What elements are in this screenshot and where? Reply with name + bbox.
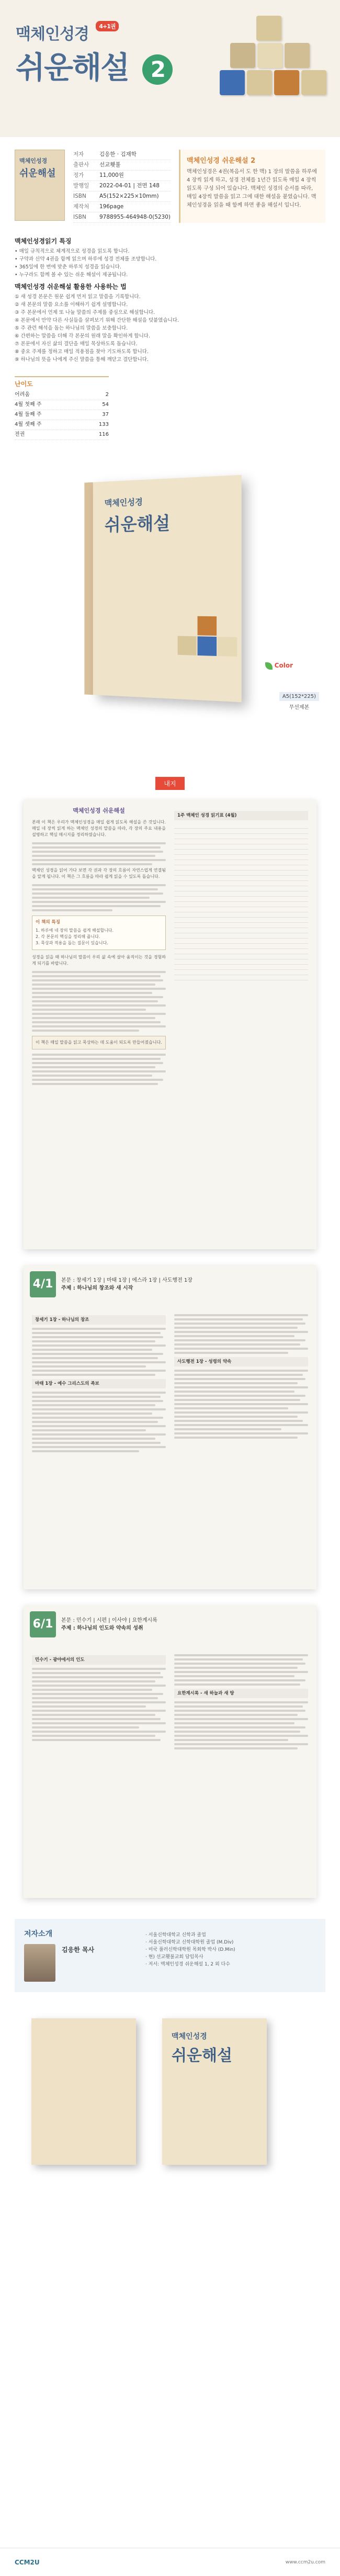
decorative-blocks: [220, 16, 319, 120]
binding-text: 무선제본: [289, 705, 310, 710]
meta-row: [73, 191, 171, 202]
block-icon: [198, 616, 217, 636]
book-info: [0, 137, 340, 228]
block-icon: [218, 637, 237, 657]
day-theme: 주제 : 하나님의 창조와 새 시작: [61, 1285, 133, 1291]
bio-line: · 서울신학대학교 신학대학원 졸업 (M.Div): [145, 1940, 234, 1945]
inner-spread-2: [24, 1265, 316, 1589]
text-lines: [32, 842, 166, 865]
difficulty-row: [15, 410, 109, 420]
table-row: [174, 834, 308, 839]
meta-table: [73, 150, 171, 223]
day-header: [24, 1265, 316, 1304]
quote-note-box: [32, 1036, 166, 1049]
cover-thumb-subtitle: 쉬운해설: [19, 168, 56, 179]
meta-key: ISBN: [73, 214, 86, 220]
feature-item: • 구약과 신약 4권을 함께 읽으며 하루에 성경 전체를 조망합니다.: [15, 256, 157, 262]
difficulty-key: 전권: [15, 432, 25, 437]
meta-key: 저자: [73, 151, 84, 157]
book-front: [93, 475, 242, 703]
meta-row: [73, 181, 171, 191]
ribbon-label: 내지: [155, 777, 184, 790]
inner-spread-1: [24, 799, 316, 1249]
passage-bar: 요한계시록 - 새 하늘과 새 땅: [174, 1689, 308, 1698]
block-icon: [198, 636, 217, 656]
table-row: [174, 881, 308, 886]
author-photo: [24, 1944, 55, 1982]
meta-value: A5(152×225×10mm): [99, 193, 159, 199]
feature-item: • 매일 규칙적으로 체계적으로 성경을 읽도록 합니다.: [15, 248, 130, 254]
intro-box: [179, 150, 325, 223]
block-icon: [257, 43, 282, 68]
quote-note-text: 이 책은 매일 말씀을 읽고 묵상하는 데 도움이 되도록 만들어졌습니다.: [36, 1040, 162, 1045]
reading-table-header: 1주 맥체인 성경 읽기표 (4월): [174, 811, 308, 820]
inner-paragraph: 본래 이 책은 우리가 맥체인성경을 매일 쉽게 읽도록 해설을 쓴 것입니다. 매일 네 장씩 읽게 하는 맥체인 성경의 말씀을 따라, 각 장의 주요 내용을 설명하고 핵심 메시지를 정리하였습니다.: [32, 820, 166, 837]
day-header-text: [61, 1276, 192, 1292]
text-lines: [174, 1314, 308, 1354]
spread-right-page: [174, 1312, 308, 1441]
table-row: [174, 954, 308, 959]
table-row: [174, 850, 308, 855]
passage-bar: 마태 1장 - 예수 그리스도의 족보: [32, 1379, 166, 1388]
meta-row: [73, 212, 171, 223]
cover-thumbnail: [15, 150, 65, 221]
text-lines: [174, 1370, 308, 1439]
inner-spread-3: [24, 1605, 316, 1898]
table-row: [174, 939, 308, 944]
usage-item: ④ 본문에서 만약 다른 사실들을 살펴보기 위해 간단한 해설을 덧붙였습니다.: [15, 318, 179, 323]
meta-value: 김응한 · 김재학: [99, 151, 137, 157]
spread-right-page: [174, 808, 308, 980]
color-logo-text: Color: [274, 662, 293, 669]
front-cover-title: 맥체인성경: [172, 2032, 207, 2041]
block-icon: [230, 43, 255, 68]
meta-key: ISBN: [73, 193, 86, 199]
usage-item: ⑧ 중요 주제를 정하고 매일 적용점을 찾아 기도하도록 합니다.: [15, 349, 149, 355]
bio-line: · 저서: 맥체인성경 쉬운해설 1, 2 외 다수: [145, 1962, 230, 1967]
text-lines: [174, 1654, 308, 1686]
table-row: [174, 933, 308, 939]
section-ribbon: [0, 777, 340, 790]
table-row: [174, 897, 308, 902]
text-lines: [32, 971, 166, 1032]
author-section: [15, 1919, 325, 1992]
bio-line: · 서울신학대학교 신학과 졸업: [145, 1933, 206, 1938]
table-row: [174, 839, 308, 844]
table-row: [174, 823, 308, 829]
reading-table: [174, 823, 308, 980]
usage-item: ⑦ 본문에서 자신 삶의 결단을 매일 묵상하도록 돕습니다.: [15, 341, 138, 347]
table-row: [174, 912, 308, 918]
block-icon: [301, 70, 326, 95]
inner-title: 맥체인성경 쉬운해설: [73, 807, 125, 814]
text-lines: [32, 1668, 166, 1741]
usage-item: ② 새 본문의 말씀 요소를 이해하기 쉽게 설명합니다.: [15, 302, 128, 308]
meta-row: [73, 202, 171, 212]
book-cover-subtitle: 쉬운해설: [104, 513, 171, 536]
table-row: [174, 907, 308, 912]
meta-value: 선교횃불: [99, 162, 121, 168]
features-list: [15, 247, 325, 279]
book-showcase: [0, 447, 340, 761]
author-bio: [145, 1931, 323, 1968]
hero-subtitle: [16, 21, 119, 44]
text-lines: [32, 1054, 166, 1085]
difficulty-key: 4월 셋째 주: [15, 422, 42, 427]
table-row: [174, 860, 308, 865]
table-row: [174, 876, 308, 881]
table-row: [174, 965, 308, 970]
front-cover: [162, 2018, 267, 2165]
spread-left-page: [32, 1312, 166, 1454]
hero-banner: [0, 0, 340, 137]
difficulty-value: 116: [98, 432, 109, 437]
passage-bar: 사도행전 1장 - 성령의 약속: [174, 1357, 308, 1366]
note-item: 1. 하루에 네 장의 말씀을 쉽게 해설합니다.: [36, 928, 114, 933]
table-row: [174, 975, 308, 980]
usage-item: ⑤ 주 관련 해석을 돕는 하나님의 말씀을 보충합니다.: [15, 325, 128, 331]
usage-item: ⑨ 하나님의 뜻을 나에게 주신 말씀을 통해 깨닫고 결단합니다.: [15, 357, 149, 363]
difficulty-table: [15, 376, 109, 440]
inner-paragraph: 성경을 읽을 때 하나님의 말씀이 우리 삶 속에 살아 움직이는 것을 경험하게 되기를 바랍니다.: [32, 955, 166, 966]
day-theme: 주제 : 하나님의 인도와 약속의 성취: [61, 1625, 143, 1631]
day-passages: 본문 : 창세기 1장 | 마태 1장 | 에스라 1장 | 사도행전 1장: [61, 1278, 192, 1283]
features-title: 맥체인성경읽기 특징: [15, 238, 72, 245]
text-lines: [32, 1328, 166, 1376]
hero-title: [16, 43, 173, 87]
usage-item: ⑥ 간편하는 말씀을 더해 각 본문의 원래 말을 확인하게 합니다.: [15, 333, 150, 339]
table-row: [174, 923, 308, 928]
note-box-title: 이 책의 특징: [36, 920, 60, 925]
usage-item: ① 새 성경 본문은 원문 쉽게 먼저 읽고 말씀을 기록합니다.: [15, 294, 141, 300]
author-name: 김응한 목사: [62, 1946, 95, 1953]
meta-value: 9788955-464948-0(5230): [99, 214, 171, 220]
meta-row: [73, 150, 171, 160]
table-row: [174, 891, 308, 897]
book-cover: [93, 475, 242, 703]
text-lines: [174, 1701, 308, 1749]
spread-left-page: [32, 808, 166, 1087]
table-row: [174, 949, 308, 954]
table-row: [174, 944, 308, 949]
spread-right-page: [174, 1652, 308, 1752]
footer-url[interactable]: www.ccm2u.com: [285, 2559, 325, 2565]
day-tag: 4/1: [30, 1271, 56, 1297]
edition-tag: 4+1권: [96, 21, 118, 31]
passage-bar: 민수기 - 광야에서의 인도: [32, 1655, 166, 1665]
spread-left-page: [32, 1652, 166, 1743]
meta-key: 정가: [73, 172, 84, 178]
block-icon: [256, 16, 281, 41]
meta-key: 제작처: [73, 204, 89, 210]
note-item: 3. 묵상과 적용을 돕는 질문이 있습니다.: [36, 941, 108, 945]
table-row: [174, 829, 308, 834]
day-header: [24, 1605, 316, 1644]
difficulty-value: 133: [98, 422, 109, 427]
table-row: [174, 844, 308, 850]
footer-logo[interactable]: CCM2U: [15, 2558, 40, 2566]
block-icon: [247, 70, 272, 95]
hero-title-text: 쉬운해설: [16, 50, 129, 85]
block-icon: [274, 70, 299, 95]
leaf-icon: [265, 662, 273, 670]
size-badge: [279, 692, 319, 710]
difficulty-row: [15, 400, 109, 410]
meta-row: [73, 160, 171, 171]
meta-key: 발행일: [73, 183, 89, 189]
meta-value: 11,000원: [99, 172, 124, 178]
footer: [0, 2548, 340, 2576]
difficulty-key: 4월 첫째 주: [15, 402, 42, 408]
table-row: [174, 886, 308, 891]
table-row: [174, 959, 308, 965]
text-lines: [32, 884, 166, 911]
meta-key: 출판사: [73, 162, 89, 168]
difficulty-key: 어려움: [15, 392, 30, 398]
color-logo: [265, 662, 293, 670]
difficulty-key: 4월 둘째 주: [15, 412, 42, 417]
text-lines: [32, 1392, 166, 1452]
difficulty-title: 난이도: [15, 380, 33, 388]
table-row: [174, 918, 308, 923]
feature-note-box: [32, 916, 166, 950]
table-row: [174, 928, 308, 933]
block-icon: [178, 636, 197, 656]
volume-number-badge: 2: [142, 54, 173, 85]
note-item: 2. 각 본문의 핵심을 정리해 줍니다.: [36, 934, 100, 939]
meta-value: 196page: [99, 204, 124, 210]
inner-paragraph: 맥체인 성경을 읽어 가다 보면 각 권과 각 장의 흐름이 자연스럽게 연결됨을 알게 됩니다. 이 책은 그 흐름을 따라 쉽게 읽을 수 있도록 돕습니다.: [32, 868, 166, 879]
back-cover: [31, 2018, 136, 2165]
bio-line: · 미국 풀러신학대학원 목회학 박사 (D.Min): [145, 1947, 235, 1952]
day-header-text: [61, 1617, 157, 1632]
table-row: [174, 865, 308, 871]
author-title: 저자소개: [24, 1930, 53, 1938]
difficulty-value: 2: [105, 392, 109, 398]
table-row: [174, 855, 308, 860]
table-row: [174, 902, 308, 907]
intro-title: 맥체인성경 쉬운해설 2: [187, 157, 256, 165]
usage-item: ③ 주 본문에서 언제 또 나눌 말씀의 주제를 중심으로 해설합니다.: [15, 310, 155, 315]
difficulty-row: [15, 420, 109, 430]
passage-bar: 창세기 1장 - 하나님의 창조: [32, 1315, 166, 1325]
book-spine: [84, 482, 93, 695]
day-tag: 6/1: [30, 1611, 56, 1637]
difficulty-row: [15, 390, 109, 400]
day-passages: 본문 : 민수기 | 시편 | 이사야 | 요한계시록: [61, 1618, 157, 1623]
cover-thumb-title: 맥체인성경: [19, 157, 48, 164]
block-icon: [220, 70, 245, 95]
usage-list: [15, 293, 325, 364]
bio-line: · 현) 선교횃불교회 담임목사: [145, 1954, 203, 1960]
feature-item: • 365일에 한 번에 맞춘 하루치 성경을 읽습니다.: [15, 264, 121, 270]
cover-pair: [0, 2013, 340, 2170]
usage-title: 맥체인성경 쉬운해설 활용한 사용하는 법: [15, 283, 127, 290]
feature-item: • 누구라도 함께 볼 수 있는 쉬운 해설이 제공됩니다.: [15, 272, 128, 278]
table-row: [174, 970, 308, 975]
front-cover-subtitle: 쉬운해설: [172, 2047, 232, 2065]
features-section: [0, 228, 340, 369]
block-icon: [285, 43, 310, 68]
table-row: [174, 871, 308, 876]
difficulty-row: [15, 430, 109, 440]
size-text: A5(152*225): [279, 692, 319, 701]
intro-body: 맥체인성경은 4권(복음서 도 한 맥) 1 장의 말씀을 하루에 4 장씩 읽게 하고, 성경 전체를 1년간 읽도록 매일 4 장씩 읽도록 구성 되어 있습니다. 맥체인 성경의 순서를 따라, 매일 4장씩 말씀을 읽고 그에 대한 해설을 붙였습니다. 맥체인성경을 읽을 때 함께 하면 좋을 해설서 입니다.: [187, 169, 317, 208]
book-cover-title: 맥체인성경: [104, 496, 143, 509]
difficulty-value: 37: [102, 412, 109, 417]
hero-subtitle-text: 맥체인성경: [16, 25, 89, 43]
meta-row: [73, 171, 171, 181]
meta-value: 2022-04-01 | 전면 148: [99, 183, 160, 189]
difficulty-value: 54: [102, 402, 109, 408]
